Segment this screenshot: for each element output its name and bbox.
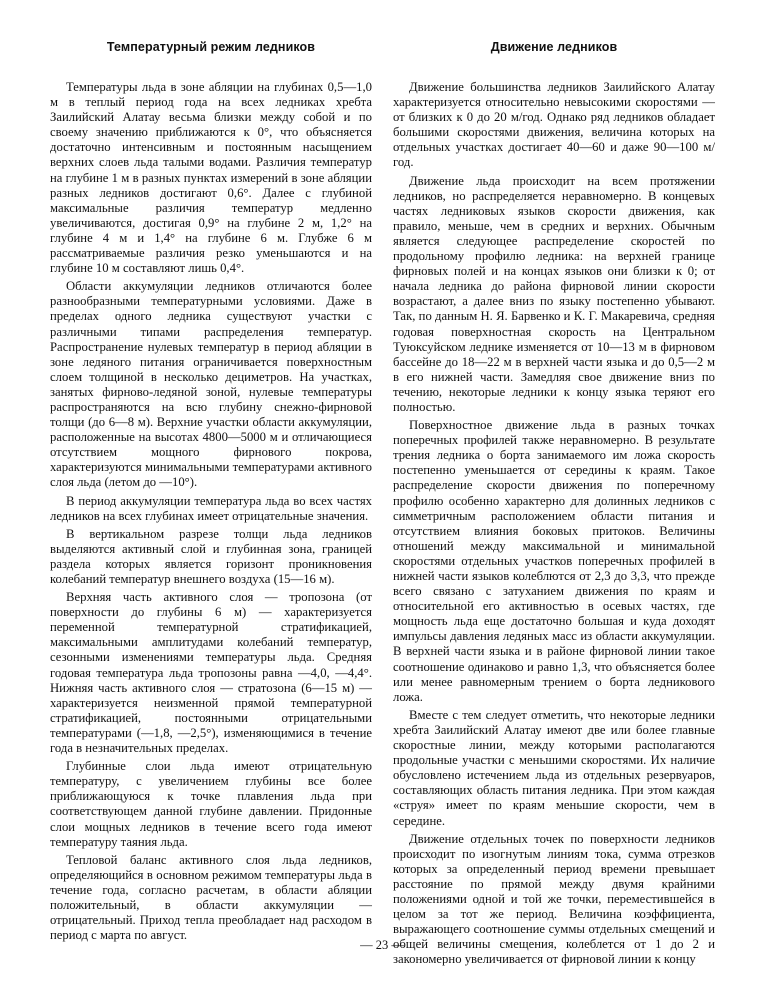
paragraph: Поверхностное движение льда в разных точках поперечных профилей также неравномерно. В результате трения ледника о борта занимаемого им ложа скорость постепенно уменьшается от середины к краям. Такое распределение скорости движения по поперечному профилю особенно характерно для долинных ледников с симметричным расположением области питания и отсутствием влияния боковых притоков. Величины отношений между максимальной и минимальной скоростями отдельных участков поперечных профилей в нижней части языков колеблются от 2,3 до 3,3, что прежде всего связано с затуханием движения по краям и относительной его активностью в осевых частях, где мощность льда еще достаточно большая и куда доходят импульсы давления ледяных масс из области аккумуляции. В верхней части языка и в районе фирновой линии такое соотношение одинаково и равно 1,3, что объясняется более или менее равномерным трением о борта ледникового ложа. (393, 418, 715, 704)
paragraph: В вертикальном разрезе толщи льда ледников выделяются активный слой и глубинная зона, границей раздела которых является горизонт проникновения колебаний температур внешнего воздуха (15—16 м). (50, 526, 372, 586)
paragraph: Глубинные слои льда имеют отрицательную температуру, с увеличением глубины все более приближающуюся к точке плавления льда при соответствующем данной глубине давлении. Придонные слои мощных ледников в течение всего года имеют температуру таяния льда. (50, 759, 372, 849)
paragraph: Температуры льда в зоне абляции на глубинах 0,5—1,0 м в теплый период года на всех ледниках хребта Заилийский Алатау весьма близки между собой и по своему значению приближаются к 0°, что объясняется достаточно интенсивным и постоянным насыщением верхних слоев льда талыми водами. Различия температур на глубине 1 м в разных пунктах измерений в зоне абляции разных ледников достигают 0,6°. Далее с глубиной максимальные различия температур медленно увеличиваются, достигая 0,9° на глубине 2 м, 1,2° на глубине 4 м и 1,4° на глубине 6 м. Глубже 6 м рассматриваемые различия резко уменьшаются и на глубине 10 м составляют лишь 0,4°. (50, 80, 372, 276)
right-column (393, 40, 715, 970)
page-number: — 23 — (360, 938, 404, 952)
paragraph: Вместе с тем следует отметить, что некоторые ледники хребта Заилийский Алатау имеют две или более главные скоростные линии, между которыми располагаются продольные участки с меньшими скоростями. Их наличие обусловлено истечением льда из отдельных резервуаров, составляющих область питания ледника. При этом каждая «струя» имеет по краям меньшие скорости, чем в середине. (393, 707, 715, 828)
section-heading-temperature: Температурный режим ледников (106, 40, 316, 54)
paragraph: Движение льда происходит на всем протяжении ледников, но распределяется неравномерно. В концевых частях ледниковых языков скорости движения, как правило, меньше, чем в средних и верхних. Обычным является следующее распределение скоростей по продольному профилю ледника: на верхней границе фирновых полей и на концах языков они близки к 0; от начала ледника до района фирновой линии скорости возрастают, а далее вниз по языку постепенно убывают. Так, по данным Н. Я. Барвенко и К. Г. Макаревича, средняя годовая поверхностная скорость на Центральном Туюксуйском леднике изменяется от 10—13 м в фирновом бассейне до 18—22 м в верхней части языка и до 0,5—2 м в его нижней части. Замедляя свое движение вниз по течению, некоторые ледники к концу языка теряют его полностью. (393, 173, 715, 414)
paragraph: Области аккумуляции ледников отличаются более разнообразными температурными условиями. Даже в пределах одного ледника существуют участки с различными типами распределения температур. Распространение нулевых температур в период абляции в зоне ледяного питания ограничивается поверхностным слоем толщиной в несколько дециметров. На участках, занятых фирново-ледяной зоной, нулевые температуры распространяются на всю глубину снежно-фирновой толщи (до 6—8 м). Верхние участки области аккумуляции, расположенные на высотах 4800—5000 м и отличающиеся отсутствием мощного фирнового покрова, характеризуются минимальными температурами активного слоя льда (летом до —10°). (50, 279, 372, 490)
left-column (50, 40, 372, 946)
paragraph: Тепловой баланс активного слоя льда ледников, определяющийся в основном режимом температуры льда в течение года, согласно расчетам, в области абляции положительный, в области аккумуляции — отрицательный. Приход тепла преобладает над расходом в период с марта по август. (50, 852, 372, 943)
section-heading-movement: Движение ледников (490, 40, 618, 54)
paragraph: Движение отдельных точек по поверхности ледников происходит по изогнутым линиям тока, сумма отрезков которых за определенный период времени превышает расстояние по прямой между двумя крайними положениями одной и той же точки, переместившейся в целом за тот же период. Величина коэффициента, выражающего соотношение суммы отдельных смещений и общей величины смещения, колеблется от 1 до 2 и закономерно увеличивается от фирновой линии к концу (393, 831, 715, 967)
paragraph: Верхняя часть активного слоя — тропозона (от поверхности до глубины 6 м) — характеризуется переменной температурной стратификацией, максимальными амплитудами колебаний температур, сезонными изменениями температуры льда. Средняя годовая температура льда тропозоны равна —4,0, —4,4°. Нижняя часть активного слоя — стратозона (6—15 м) — характеризуется неизменной прямой температурной стратификацией, постоянными отрицательными температурами (—1,8, —2,5°), изменяющимися в течение года в незначительных пределах. (50, 590, 372, 756)
paragraph: В период аккумуляции температура льда во всех частях ледников на всех глубинах имеет отрицательные значения. (50, 493, 372, 523)
paragraph: Движение большинства ледников Заилийского Алатау характеризуется относительно невысокими скоростями — от близких к 0 до 20 м/год. Однако ряд ледников обладает большими скоростями движения, величина которых на отдельных участках достигает 40—60 и даже 90—100 м/год. (393, 80, 715, 170)
